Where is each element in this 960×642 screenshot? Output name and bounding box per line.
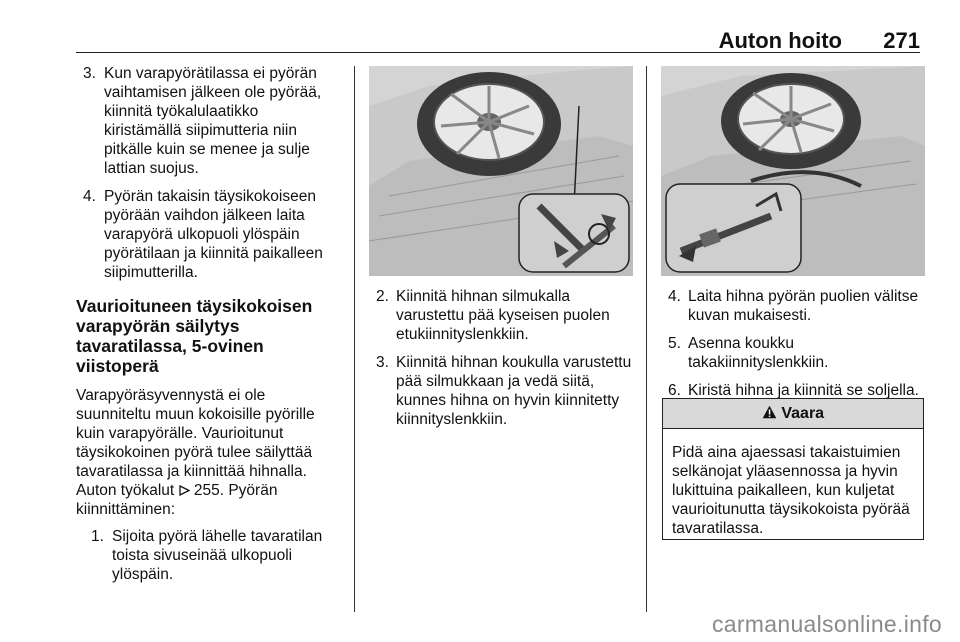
list-item: 2. Kiinnitä hihnan silmukalla varustettu pää kyseisen puolen etukiinnityslenkkiin. (376, 288, 610, 343)
header-title: Auton hoito (718, 28, 842, 53)
warning-box (662, 398, 924, 540)
list-item: 4. Laita hihna pyörän puolien välitse kuvan mukaisesti. (668, 288, 919, 324)
warning-title: Vaara (781, 405, 825, 422)
step-text: Asenna koukku takakiinnityslenkkiin. (688, 335, 829, 371)
triangle-arrow-icon (179, 485, 190, 496)
list-item: 6. Kiristä hihna ja kiinnitä se soljella. (668, 382, 919, 399)
page-reference[interactable]: 255. Pyörän kiinnittäminen: (76, 482, 278, 518)
figure-spare-wheel-strap-rear (661, 66, 925, 276)
column-divider-right (646, 66, 647, 612)
step-text: Kun varapyörätilassa ei pyörän vaihtamisen jälkeen ole pyörää, kiinnitä työkalulaatikko kiristämällä siipimutteria niin pitkälle kuin se menee ja sulje lattian suojus. (104, 65, 322, 177)
step-text: Kiinnitä hihnan silmukalla varustettu pää kyseisen puolen etukiinnityslenkkiin. (396, 288, 610, 343)
figure-spare-wheel-strap-front (369, 66, 633, 276)
step-text: Pyörän takaisin täysikokoiseen pyörään vaihdon jälkeen laita varapyörä ulkopuoli ylöspäin pyörätilaan ja kiinnitä paikalleen siipimutterilla. (104, 188, 323, 281)
step-text: Kiristä hihna ja kiinnitä se soljella. (688, 382, 919, 399)
page-header (76, 26, 920, 53)
warning-triangle-icon (762, 405, 777, 419)
step-text: Sijoita pyörä lähelle tavaratilan toista sivuseinää ulkopuoli ylöspäin. (112, 528, 323, 583)
column-middle (372, 287, 636, 438)
list-item: 5. Asenna koukku takakiinnityslenkkiin. (668, 335, 829, 371)
warning-text: Pidä aina ajaessasi takaistuimien selkänojat yläasennossa ja hyvin lukittuina paikalleen, kun kuljetat vaurioitunutta täysikokoista pyörää tavaratilassa. (672, 444, 910, 537)
list-item: 4. Pyörän takaisin täysikokoiseen pyörään vaihdon jälkeen laita varapyörä ulkopuoli ylöspäin pyörätilaan ja kiinnitä paikalleen siipimutterilla. (83, 188, 323, 281)
step-text: Kiinnitä hihnan koukulla varustettu pää silmukkaan ja vedä siitä, kunnes hihna on hyvin kiinnitetty kiinnityslenkkiin. (396, 354, 632, 428)
step-text: Laita hihna pyörän puolien välitse kuvan mukaisesti. (688, 288, 919, 324)
body-paragraph: Varapyöräsyvennystä ei ole suunniteltu muun kokoisille pyörille kuin varapyörälle. Vaurioitunut täysikokoinen pyörä tulee säilyttää tavaratilassa ja kiinnittää hihnalla. Auton työkalut 255. Pyörän kiinnittäminen: (76, 387, 315, 518)
section-heading: Vaurioituneen täysikokoisen varapyörän säilytys tavaratilassa, 5-ovinen viistoperä (76, 296, 313, 376)
column-divider-left (354, 66, 355, 612)
list-item: 3. Kiinnitä hihnan koukulla varustettu pää silmukkaan ja vedä siitä, kunnes hihna on hyvin kiinnitetty kiinnityslenkkiin. (376, 354, 632, 428)
warning-header (663, 399, 923, 429)
column-left (76, 64, 340, 593)
column-right (664, 287, 928, 409)
list-item: 3. Kun varapyörätilassa ei pyörän vaihtamisen jälkeen ole pyörää, kiinnitä työkalulaatikko kiristämällä siipimutteria niin pitkälle kuin se menee ja sulje lattian suojus. (83, 65, 322, 177)
page-number: 271 (883, 28, 920, 53)
watermark: carmanualsonline.info (711, 611, 942, 637)
list-item: 1. Sijoita pyörä lähelle tavaratilan toista sivuseinää ulkopuoli ylöspäin. (91, 528, 323, 583)
